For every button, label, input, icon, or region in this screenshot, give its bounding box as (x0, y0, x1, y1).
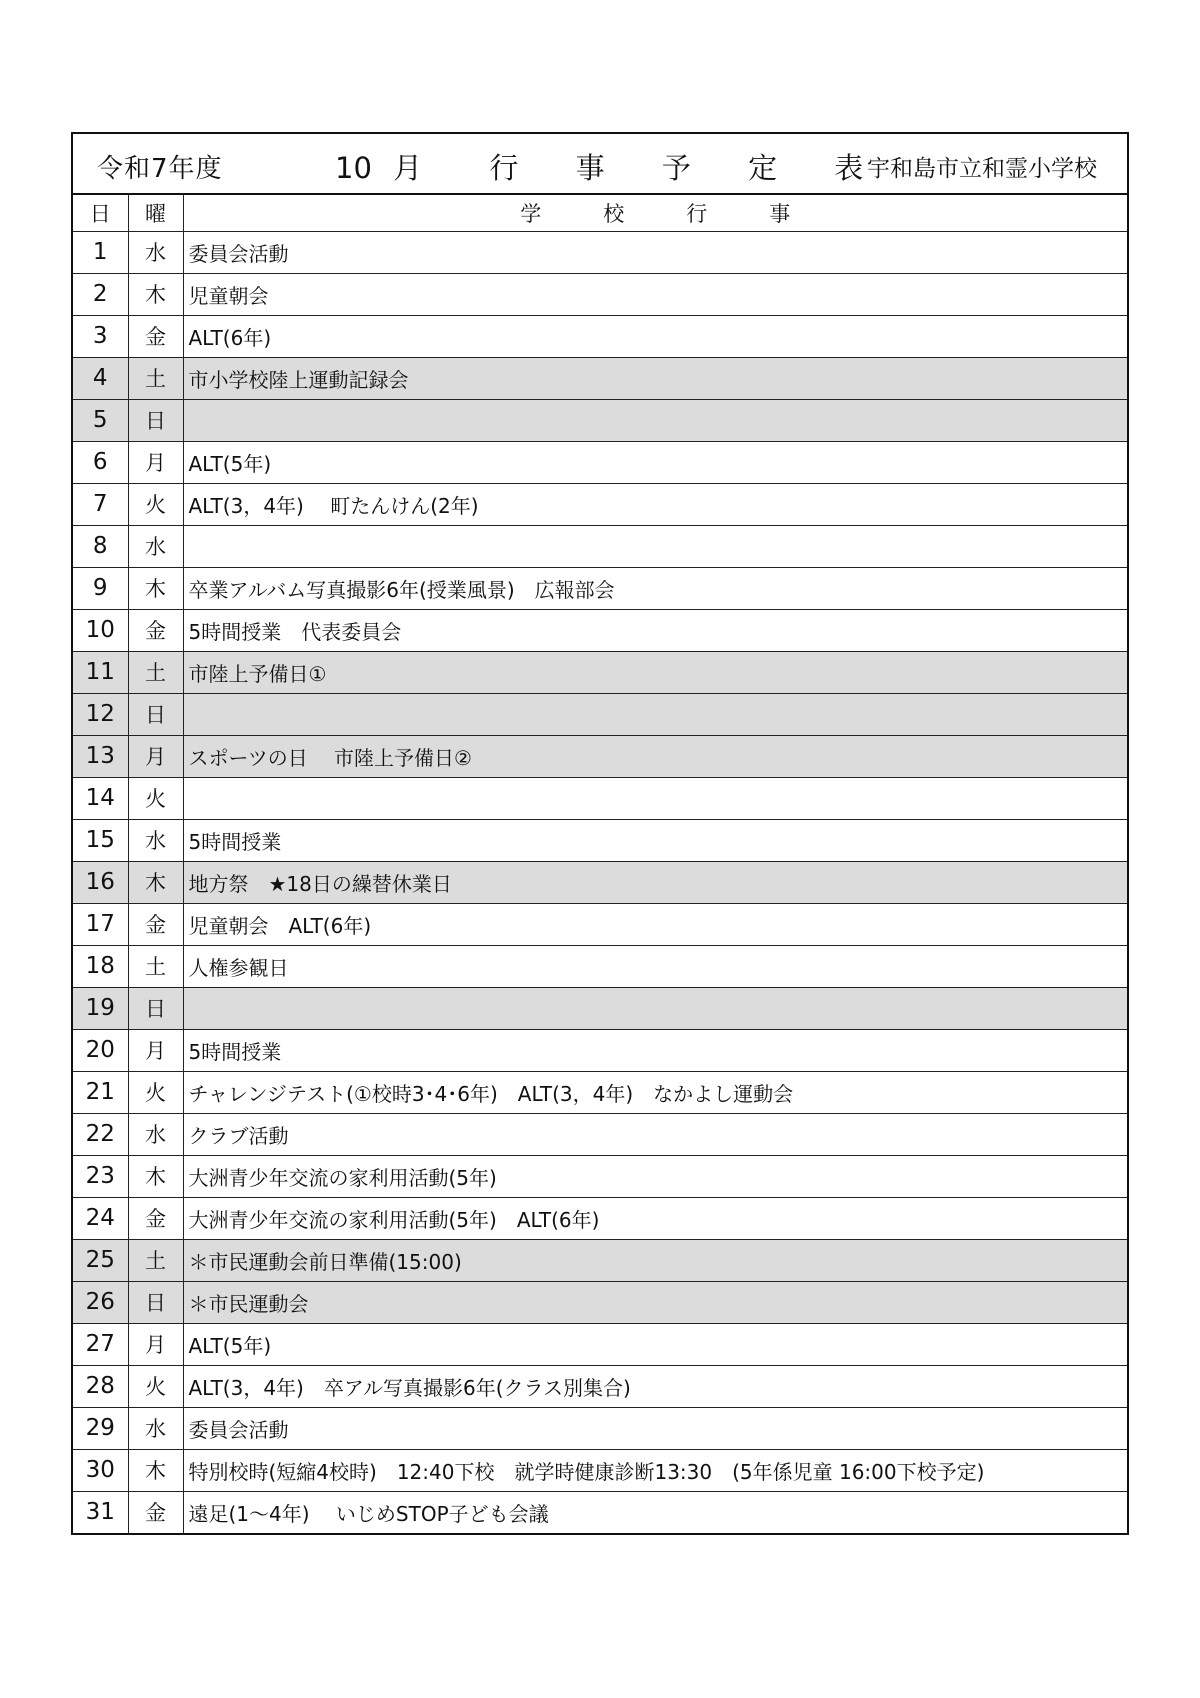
title-char: 予 (661, 151, 691, 185)
events-cell: 委員会活動 (183, 231, 1127, 273)
day-cell: 9 (73, 567, 128, 609)
events-cell: 5時間授業 (183, 1029, 1127, 1071)
header-weekday: 曜 (128, 195, 183, 231)
events-cell: ALT(3，4年) 町たんけん(2年) (183, 483, 1127, 525)
table-row (73, 231, 1127, 273)
weekday-cell: 火 (128, 483, 183, 525)
table-row (73, 693, 1127, 735)
events-table (73, 195, 1127, 1533)
events-cell: 市小学校陸上運動記録会 (183, 357, 1127, 399)
header-events-char: 学 (520, 201, 542, 226)
day-cell: 3 (73, 315, 128, 357)
weekday-cell: 水 (128, 819, 183, 861)
events-cell: 児童朝会 (183, 273, 1127, 315)
events-cell: スポーツの日 市陸上予備日② (183, 735, 1127, 777)
table-row (73, 1407, 1127, 1449)
weekday-cell: 木 (128, 861, 183, 903)
events-cell: 大洲青少年交流の家利用活動(5年) (183, 1155, 1127, 1197)
table-row (73, 777, 1127, 819)
weekday-cell: 月 (128, 735, 183, 777)
table-row (73, 609, 1127, 651)
events-cell: ALT(6年) (183, 315, 1127, 357)
table-row (73, 441, 1127, 483)
table-row (73, 1323, 1127, 1365)
header-events-char: 事 (769, 201, 791, 226)
day-cell: 17 (73, 903, 128, 945)
table-row (73, 357, 1127, 399)
events-cell: 特別校時(短縮4校時) 12:40下校 就学時健康診断13:30 (5年係児童 16:00下校予定) (183, 1449, 1127, 1491)
weekday-cell: 月 (128, 1323, 183, 1365)
title-row (73, 134, 1127, 195)
weekday-cell: 土 (128, 945, 183, 987)
table-row (73, 1491, 1127, 1533)
events-cell: 5時間授業 代表委員会 (183, 609, 1127, 651)
weekday-cell: 木 (128, 1155, 183, 1197)
school-name: 宇和島市立和霊小学校 (867, 156, 1097, 182)
weekday-cell: 日 (128, 693, 183, 735)
day-cell: 23 (73, 1155, 128, 1197)
day-cell: 10 (73, 609, 128, 651)
day-cell: 29 (73, 1407, 128, 1449)
table-row (73, 1239, 1127, 1281)
events-cell: クラブ活動 (183, 1113, 1127, 1155)
weekday-cell: 火 (128, 777, 183, 819)
events-cell (183, 693, 1127, 735)
weekday-cell: 土 (128, 1239, 183, 1281)
events-cell: 5時間授業 (183, 819, 1127, 861)
title-month: 10 (335, 151, 372, 185)
header-events (183, 195, 1127, 231)
weekday-cell: 日 (128, 987, 183, 1029)
weekday-cell: 月 (128, 1029, 183, 1071)
weekday-cell: 水 (128, 525, 183, 567)
day-cell: 24 (73, 1197, 128, 1239)
day-cell: 14 (73, 777, 128, 819)
table-body (73, 231, 1127, 1533)
day-cell: 11 (73, 651, 128, 693)
weekday-cell: 金 (128, 1197, 183, 1239)
events-cell: ＊市民運動会 (183, 1281, 1127, 1323)
day-cell: 28 (73, 1365, 128, 1407)
weekday-cell: 火 (128, 1365, 183, 1407)
weekday-cell: 金 (128, 315, 183, 357)
day-cell: 26 (73, 1281, 128, 1323)
events-cell (183, 777, 1127, 819)
day-cell: 22 (73, 1113, 128, 1155)
table-header (73, 195, 1127, 231)
page-title (335, 146, 863, 187)
table-row (73, 735, 1127, 777)
events-cell: 遠足(1～4年) いじめSTOP子ども会議 (183, 1491, 1127, 1533)
weekday-cell: 水 (128, 231, 183, 273)
weekday-cell: 月 (128, 441, 183, 483)
day-cell: 2 (73, 273, 128, 315)
events-cell: チャレンジテスト(①校時3･4･6年) ALT(3，4年) なかよし運動会 (183, 1071, 1127, 1113)
day-cell: 5 (73, 399, 128, 441)
title-char: 事 (575, 151, 605, 185)
events-cell: 大洲青少年交流の家利用活動(5年) ALT(6年) (183, 1197, 1127, 1239)
table-row (73, 273, 1127, 315)
weekday-cell: 日 (128, 399, 183, 441)
weekday-cell: 木 (128, 273, 183, 315)
table-row (73, 651, 1127, 693)
events-cell: 児童朝会 ALT(6年) (183, 903, 1127, 945)
table-row (73, 399, 1127, 441)
weekday-cell: 金 (128, 609, 183, 651)
day-cell: 13 (73, 735, 128, 777)
day-cell: 8 (73, 525, 128, 567)
table-row (73, 987, 1127, 1029)
weekday-cell: 水 (128, 1113, 183, 1155)
table-row (73, 1071, 1127, 1113)
day-cell: 18 (73, 945, 128, 987)
weekday-cell: 土 (128, 651, 183, 693)
day-cell: 6 (73, 441, 128, 483)
day-cell: 1 (73, 231, 128, 273)
day-cell: 12 (73, 693, 128, 735)
day-cell: 21 (73, 1071, 128, 1113)
schedule-sheet (71, 132, 1129, 1535)
weekday-cell: 木 (128, 1449, 183, 1491)
day-cell: 4 (73, 357, 128, 399)
table-row (73, 525, 1127, 567)
events-cell: ALT(5年) (183, 441, 1127, 483)
table-row (73, 1449, 1127, 1491)
weekday-cell: 土 (128, 357, 183, 399)
table-row (73, 1365, 1127, 1407)
title-char: 表 (834, 151, 864, 185)
title-char: 定 (748, 151, 778, 185)
weekday-cell: 金 (128, 903, 183, 945)
table-row (73, 483, 1127, 525)
day-cell: 16 (73, 861, 128, 903)
day-cell: 31 (73, 1491, 128, 1533)
weekday-cell: 火 (128, 1071, 183, 1113)
table-row (73, 315, 1127, 357)
weekday-cell: 木 (128, 567, 183, 609)
table-row (73, 1155, 1127, 1197)
table-row (73, 861, 1127, 903)
fiscal-year: 令和7年度 (97, 154, 223, 184)
table-row (73, 1197, 1127, 1239)
day-cell: 27 (73, 1323, 128, 1365)
events-cell (183, 525, 1127, 567)
weekday-cell: 日 (128, 1281, 183, 1323)
events-cell: ALT(5年) (183, 1323, 1127, 1365)
table-row (73, 1113, 1127, 1155)
day-cell: 25 (73, 1239, 128, 1281)
events-cell: ＊市民運動会前日準備(15:00) (183, 1239, 1127, 1281)
day-cell: 15 (73, 819, 128, 861)
day-cell: 7 (73, 483, 128, 525)
table-row (73, 903, 1127, 945)
header-events-char: 行 (686, 201, 708, 226)
table-row (73, 1281, 1127, 1323)
events-cell: 地方祭 ★18日の繰替休業日 (183, 861, 1127, 903)
weekday-cell: 金 (128, 1491, 183, 1533)
table-row (73, 945, 1127, 987)
weekday-cell: 水 (128, 1407, 183, 1449)
day-cell: 20 (73, 1029, 128, 1071)
events-cell: 卒業アルバム写真撮影6年(授業風景) 広報部会 (183, 567, 1127, 609)
day-cell: 30 (73, 1449, 128, 1491)
title-month-unit: 月 (393, 151, 423, 185)
events-cell (183, 399, 1127, 441)
events-cell: 委員会活動 (183, 1407, 1127, 1449)
table-row (73, 567, 1127, 609)
events-cell: ALT(3，4年) 卒アル写真撮影6年(クラス別集合) (183, 1365, 1127, 1407)
header-day: 日 (73, 195, 128, 231)
events-cell: 市陸上予備日① (183, 651, 1127, 693)
table-row (73, 819, 1127, 861)
header-events-char: 校 (603, 201, 625, 226)
events-cell (183, 987, 1127, 1029)
title-char: 行 (489, 151, 519, 185)
day-cell: 19 (73, 987, 128, 1029)
events-cell: 人権参観日 (183, 945, 1127, 987)
table-row (73, 1029, 1127, 1071)
